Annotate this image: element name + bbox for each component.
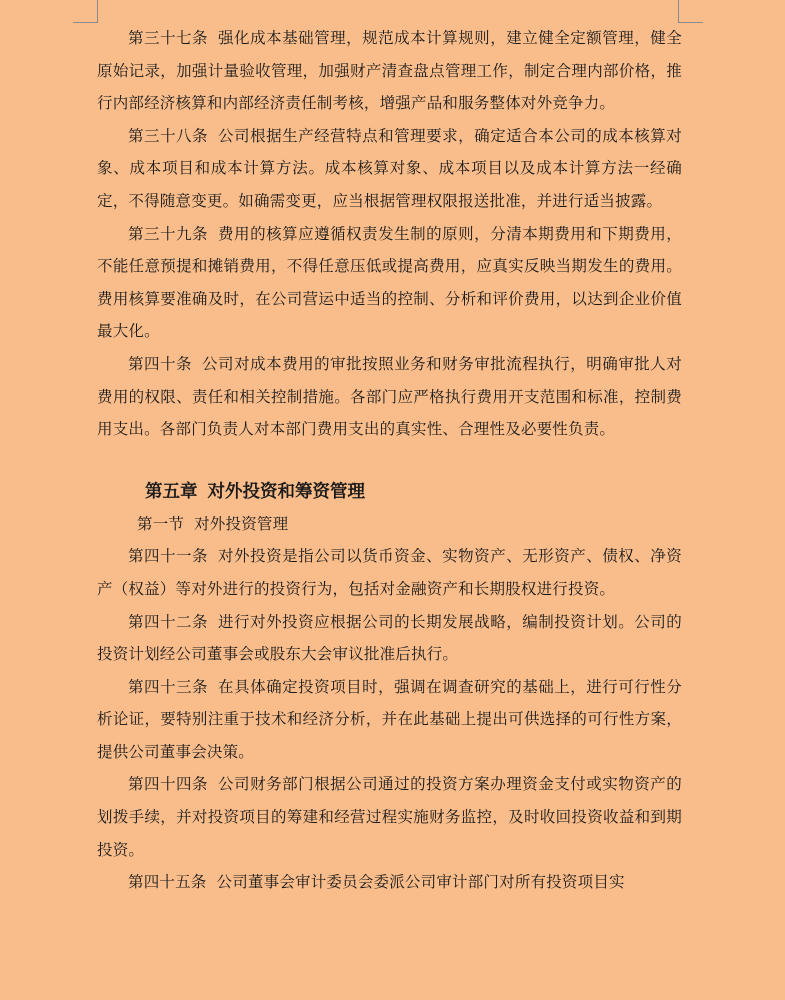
section-label: 第一节	[137, 514, 185, 533]
article-text: 进行对外投资应根据公司的长期发展战略，编制投资计划。公司的投资计划经公司董事会或股东大会审议批准后执行。	[97, 612, 682, 664]
article-paragraph	[97, 866, 682, 899]
article-paragraph	[97, 540, 682, 605]
article-label: 第三十七条	[128, 29, 209, 47]
spacer	[97, 446, 682, 476]
article-label: 第四十二条	[128, 612, 209, 631]
crop-mark-left-vertical	[97, 0, 98, 22]
article-label: 第四十五条	[128, 873, 207, 892]
section-title: 对外投资管理	[194, 514, 289, 533]
article-label: 第四十条	[128, 354, 193, 373]
article-label: 第三十八条	[128, 126, 209, 145]
chapter-heading	[97, 476, 682, 508]
article-text: 强化成本基础管理，规范成本计算规则，建立健全定额管理，健全原始记录，加强计量验收管理，加强财产清查盘点管理工作，制定合理内部价格，推行内部经济核算和内部经济责任制考核，增强产品和服务整体对外竞争力。	[97, 29, 682, 113]
article-label: 第三十九条	[128, 224, 209, 243]
article-text: 公司根据生产经营特点和管理要求，确定适合本公司的成本核算对象、成本项目和成本计算方法。成本核算对象、成本项目以及成本计算方法一经确定，不得随意变更。如确需变更，应当根据管理权限报送批准，并进行适当披露。	[97, 126, 682, 210]
article-label: 第四十四条	[128, 775, 209, 794]
article-paragraph	[97, 671, 682, 769]
article-text: 公司对成本费用的审批按照业务和财务审批流程执行，明确审批人对费用的权限、责任和相关控制措施。各部门应严格执行费用开支范围和标准，控制费用支出。各部门负责人对本部门费用支出的真实性、合理性及必要性负责。	[97, 354, 682, 439]
article-paragraph	[97, 606, 682, 671]
article-text: 公司财务部门根据公司通过的投资方案办理资金支付或实物资产的划拨手续，并对投资项目的筹建和经营过程实施财务监控，及时收回投资收益和到期投资。	[97, 775, 682, 859]
article-text: 公司董事会审计委员会委派公司审计部门对所有投资项目实	[216, 873, 625, 892]
article-text: 在具体确定投资项目时，强调在调查研究的基础上，进行可行性分析论证，要特别注重于技术和经济分析，并在此基础上提出可供选择的可行性方案，提供公司董事会决策。	[97, 677, 682, 761]
article-paragraph	[97, 768, 682, 866]
crop-mark-left-horizontal	[73, 22, 98, 23]
chapter-label: 第五章	[145, 481, 198, 502]
article-paragraph	[97, 218, 682, 348]
article-label: 第四十三条	[128, 677, 209, 696]
section-heading	[97, 508, 682, 541]
crop-mark-right-vertical	[678, 0, 679, 22]
article-text: 费用的核算应遵循权责发生制的原则，分清本期费用和下期费用，不能任意预提和摊销费用，不得任意压低或提高费用，应真实反映当期发生的费用。费用核算要准确及时，在公司营运中适当的控制、分析和评价费用，以达到企业价值最大化。	[97, 224, 682, 341]
chapter-title: 对外投资和筹资管理	[207, 481, 365, 502]
document-page	[97, 22, 682, 899]
article-paragraph	[97, 22, 682, 120]
article-paragraph	[97, 120, 682, 218]
article-paragraph	[97, 348, 682, 446]
article-text: 对外投资是指公司以货币资金、实物资产、无形资产、债权、净资产（权益）等对外进行的投资行为，包括对金融资产和长期股权进行投资。	[97, 547, 682, 598]
article-label: 第四十一条	[128, 547, 209, 566]
